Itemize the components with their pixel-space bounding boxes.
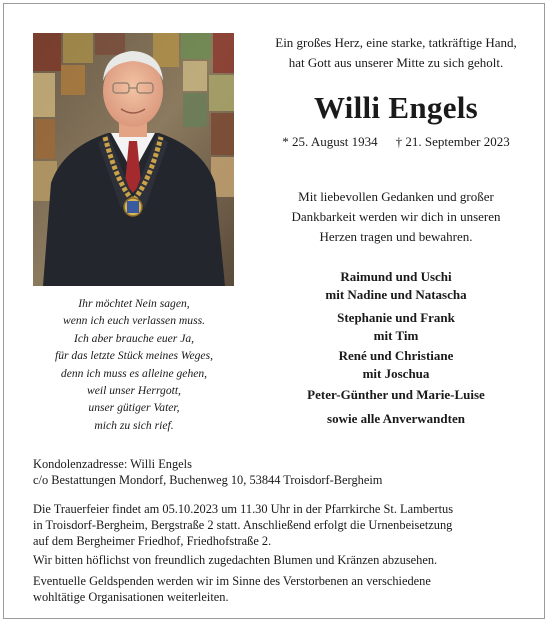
poem-line: Ihr möchtet Nein sagen, bbox=[78, 297, 190, 310]
family-line: Raimund und Uschi bbox=[340, 269, 452, 284]
donations-note bbox=[33, 573, 533, 605]
funeral-line: in Troisdorf-Bergheim, Bergstraße 2 statt. Anschließend erfolgt die Urnenbeisetzung bbox=[33, 518, 453, 532]
family-group bbox=[252, 347, 540, 383]
family-line: mit Nadine und Natascha bbox=[325, 287, 467, 302]
condolence-line: c/o Bestattungen Mondorf, Buchenweg 10, 53844 Troisdorf-Bergheim bbox=[33, 473, 383, 487]
poem-line: denn ich muss es alleine gehen, bbox=[60, 366, 208, 380]
thanks-line: Herzen tragen und bewahren. bbox=[319, 229, 473, 244]
family-line: Peter-Günther und Marie-Luise bbox=[307, 387, 485, 402]
life-dates bbox=[252, 133, 540, 151]
family-line: mit Joschua bbox=[362, 366, 430, 381]
death-date: † 21. September 2023 bbox=[395, 134, 510, 149]
intro-text bbox=[252, 33, 540, 73]
donations-line: wohltätige Organisationen weiterleiten. bbox=[33, 590, 229, 604]
thanks-text bbox=[252, 187, 540, 247]
condolence-address bbox=[33, 456, 533, 488]
flowers-line: Wir bitten höflichst von freundlich zugedachten Blumen und Kränzen abzusehen. bbox=[33, 553, 438, 567]
condolence-line: Kondolenzadresse: Willi Engels bbox=[33, 457, 192, 471]
poem-line: wenn ich euch verlassen muss. bbox=[63, 314, 205, 328]
thanks-line: Dankbarkeit werden wir dich in unseren bbox=[291, 209, 501, 224]
poem bbox=[20, 295, 248, 434]
poem-line: Ich aber brauche euer Ja, bbox=[73, 331, 195, 345]
flowers-note bbox=[33, 552, 533, 568]
family-line: Stephanie und Frank bbox=[337, 310, 455, 325]
donations-line: Eventuelle Geldspenden werden wir im Sinne des Verstorbenen an verschiedene bbox=[33, 574, 431, 588]
deceased-name: Willi Engels bbox=[313, 90, 479, 125]
intro-line: Ein großes Herz, eine starke, tatkräftige Hand, bbox=[275, 35, 517, 50]
family-group bbox=[252, 410, 540, 428]
poem-line: mich zu sich rief. bbox=[94, 418, 174, 432]
birth-date: * 25. August 1934 bbox=[282, 134, 378, 149]
family-line: mit Tim bbox=[373, 328, 419, 343]
thanks-line: Mit liebevollen Gedanken und großer bbox=[298, 189, 494, 204]
family-group bbox=[252, 309, 540, 345]
funeral-line: Die Trauerfeier findet am 05.10.2023 um 11.30 Uhr in der Pfarrkirche St. Lambertus bbox=[33, 502, 454, 516]
funeral-info bbox=[33, 501, 533, 549]
poem-line: unser gütiger Vater, bbox=[88, 401, 180, 415]
portrait-photo bbox=[33, 33, 234, 286]
poem-line: weil unser Herrgott, bbox=[87, 384, 181, 398]
family-line: René und Christiane bbox=[338, 348, 454, 363]
funeral-line: auf dem Bergheimer Friedhof, Friedhofstraße 2. bbox=[33, 534, 272, 548]
family-line: sowie alle Anverwandten bbox=[327, 411, 465, 426]
intro-line: hat Gott aus unserer Mitte zu sich geholt. bbox=[288, 55, 504, 70]
family-group bbox=[252, 386, 540, 404]
poem-line: für das letzte Stück meines Weges, bbox=[55, 349, 213, 363]
family-group bbox=[252, 268, 540, 304]
